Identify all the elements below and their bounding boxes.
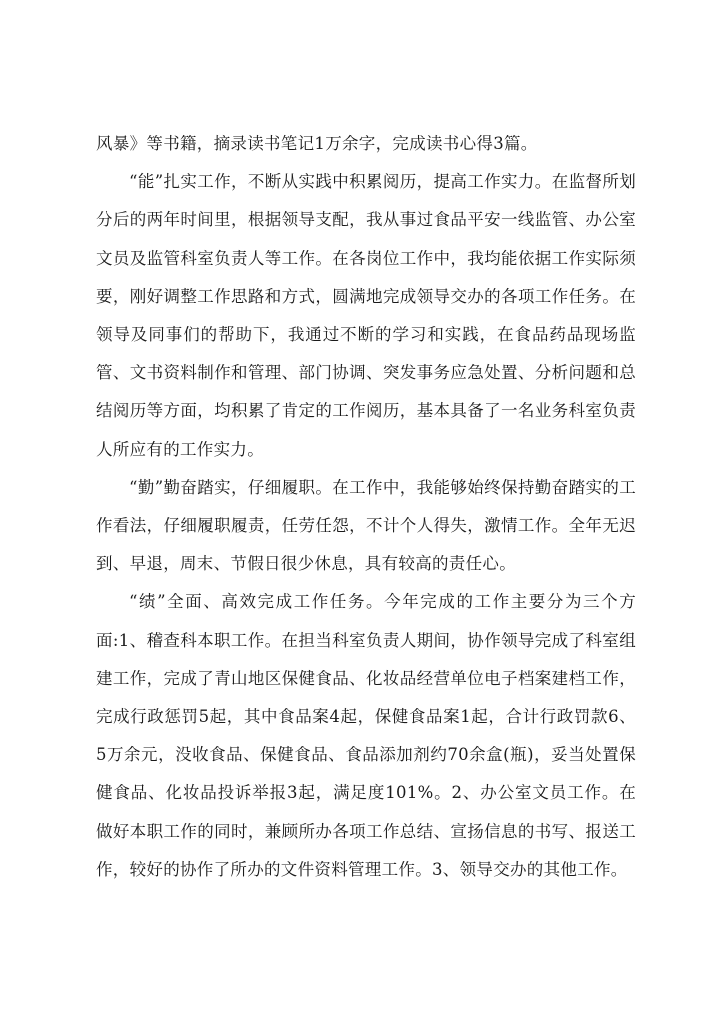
paragraph-achievement: “绩”全面、高效完成工作任务。今年完成的工作主要分为三个方面:1、稽查科本职工作。在担当科室负责人期间，协作领导完成了科室组建工作，完成了青山地区保健食品、化妆品经营单位电子档案建档工作，完成行政惩罚5起，其中食品案4起，保健食品案1起，合计行政罚款6、5万余元，没收食品、保健食品、食品添加剂约70余盒(瓶)，妥当处置保健食品、化妆品投诉举报3起，满足度101%。2、办公室文员工作。在做好本职工作的同时，兼顾所办各项工作总结、宣扬信息的书写、报送工作，较好的协作了所办的文件资料管理工作。3、领导交办的其他工作。 xyxy=(96,592,636,879)
body-text xyxy=(96,125,636,889)
paragraph-diligence: “勤”勤奋踏实，仔细履职。在工作中，我能够始终保持勤奋踏实的工作看法，仔细履职履责，任劳任怨，不计个人得失，激情工作。全年无迟到、早退，周末、节假日很少休息，具有较高的责任心。 xyxy=(96,477,636,574)
paragraph-ability: “能”扎实工作，不断从实践中积累阅历，提高工作实力。在监督所划分后的两年时间里，根据领导支配，我从事过食品平安一线监管、办公室文员及监管科室负责人等工作。在各岗位工作中，我均能依据工作实际须要，刚好调整工作思路和方式，圆满地完成领导交办的各项工作任务。在领导及同事们的帮助下，我通过不断的学习和实践，在食品药品现场监管、文书资料制作和管理、部门协调、突发事务应急处置、分析问题和总结阅历等方面，均积累了肯定的工作阅历，基本具备了一名业务科室负责人所应有的工作实力。 xyxy=(96,172,636,459)
paragraph-continuation: 风暴》等书籍，摘录读书笔记1万余字，完成读书心得3篇。 xyxy=(96,134,538,153)
